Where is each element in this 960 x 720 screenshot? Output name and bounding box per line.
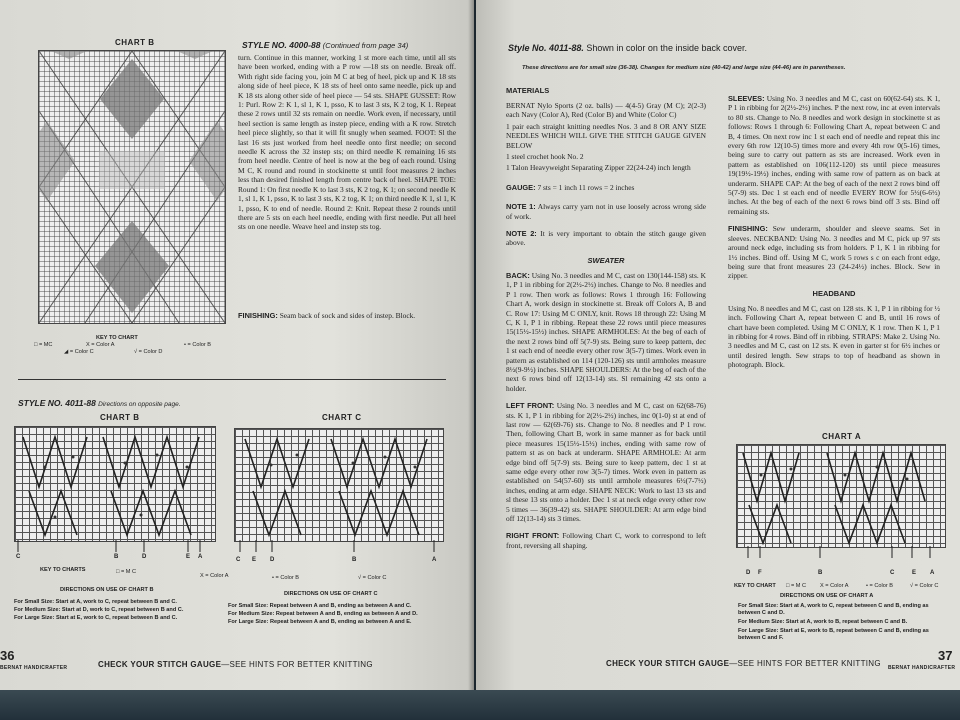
chart-b-arrows [14,540,214,554]
headband-title: HEADBAND [812,288,856,298]
right-page [476,0,960,720]
publisher-right: BERNAT HANDICRAFTER [888,665,956,671]
chart-b-title: CHART B [100,413,140,422]
directions-chart-a-title: DIRECTIONS ON USE OF CHART A [780,593,874,599]
key-to-chart [34,341,224,359]
directions-chart-c: For Small Size: Repeat between A and B, ending as between A and C. For Medium Size: Repeat between A and B, ending as between A and D. For Large Size: Repeat between A and B, ending as between A and E. [228,603,418,625]
materials-yarn: BERNAT Nylo Sports (2 oz. balls) — 4(4-5) Gray (M C); 2(2-3) each Navy (Color A), Red (Color B) and White (Color C) [506,101,706,120]
gauge: GAUGE: 7 sts = 1 inch 11 rows = 2 inches [506,182,635,192]
directions-chart-a: For Small Size: Start at A, work to C, repeat between C and B, ending as between C and D. For Medium Size: Start at A, work to B, repeat between C and B. For Large Size: Start at E, work to B, repeat between C and B, ending as between C and F. [738,603,929,641]
style-4000-body: turn. Continue in this manner, working 1 st more each time, until all sts have been worked, ending with a P row —18 sts on needle. Break off. With right side facing you, join M C at beg of heel, pick up and K 18 sts along side of heel piece, K 18 sts of heel onto same needle, pick up and K 18 sts along other side of heel piece — 54 sts. SHAPE GUSSET: Row 1: Purl. Row 2: K 1, sl 1, K 1, psso, K to last 3 sts, K 2 tog, K 1. Repeat these 2 rows until 32 sts remain on needle. Work even, if necessary, until heel section is same length as instep piece, ending with a K row. Stretch heel piece slightly, so that it will fit snugly when seamed. FOOT: Sl the last 16 sts just worked from heel needle onto first needle; on second needle K across the 32 instep sts; on third needle K remaining 16 sts from heel needle. Centre of heel is now at the beg of each round. Using M C, K round and round in stockinette st until foot measures 2 inches less than desired finished length from centre back of heel. SHAPE TOE: Round 1: On first needle K to last 3 sts, K 2 tog, K 1; on second needle K 1, sl 1, K 1, psso, K to last 3 sts, K 2 tog, K 1; on third needle K 1, sl 1, K 1, psso, K to end of needle. Round 2: Knit. Repeat these 2 rounds until there are 5 sts on each heel needle, ending with first needle. Put all heel sts on one needle. Weave heel and instep sts tog. [238,53,456,232]
chart-b-motif [15,427,215,541]
chart-c-motif [235,429,443,541]
key-item-color-c: ◢ = Color C [64,349,94,355]
key-item-color-b: • = Color B [184,342,212,348]
footer-left: CHECK YOUR STITCH GAUGE—SEE HINTS FOR BETTER KNITTING [98,660,373,669]
headband-instructions: Using No. 8 needles and M C, cast on 128 sts. K 1, P 1 in ribbing for ½ inch. Following Chart A, repeat between C and B, until 16 rows of chart have been completed. Using M C ONLY, K 1 row. Then K 1, P 1 in ribbing for 4 rows. Bind off in ribbing. STRAPS: Make 2. Using No. 3 needles and M C, cast on 12 sts. K even in garter st for 6½ inches or until desired length. Sew straps to top of headband as shown in photograph. Block. [728,303,940,370]
materials-needles: 1 pair each straight knitting needles Nos. 3 and 8 OR ANY SIZE NEEDLES WHICH WILL GIVE THE STITCH GAUGE GIVEN BELOW [506,121,706,150]
directions-chart-b-title: DIRECTIONS ON USE OF CHART B [60,587,154,593]
sweater-title: SWEATER [587,255,625,265]
chart-a-grid [736,444,946,548]
chart-c-letters: C E D B A [236,557,437,563]
right-right-column [728,94,940,370]
key-charts-color-a: X = Color A [200,573,229,579]
chart-a-title: CHART A [822,432,862,441]
style-4011-heading: STYLE NO. 4011-88 Directions on opposite page. [18,398,181,408]
left-front-instructions: LEFT FRONT: Using No. 3 needles and M C, cast on 62(68-76) sts. K 1, P 1 in ribbing for 2(2½-2½) inches, inc 0(1-0) st at end of last row — 62(69-76) sts. Change to No. 8 needles and P 1 row. Then, following Chart B, work in same manner as for back until piece measures 15(15½-15½) inches, ending with same row of pattern st as on back at underarm. SHAPE ARMHOLE: At arm edge bind off 5(7-9) sts. Being sure to keep pattern, dec 1 st at same edge every other row 3(5-7) times. Work even in pattern as established on 54(57-60) sts until armhole measures 6½(7-7½) inches, ending at arm edge. SHAPE NECK: Work to last 13 sts and sl these 13 sts onto a holder. Dec 1 st at neck edge every other row 5 times — 36(39-42) sts. SHAPE SHOULDER: At arm edge bind off 12(13-14) sts 3 times. [506,401,706,524]
chart-a-arrows [736,546,944,560]
chart-c-title: CHART C [322,413,362,422]
publisher-left: BERNAT HANDICRAFTER [0,665,68,671]
key-to-chart-a: KEY TO CHART □ = M C X = Color A • = Color B √ = Color C [734,583,939,589]
page-number-37: 37 [938,648,953,663]
chart-a-letters: D F B C E A [746,570,935,576]
directions-chart-b: For Small Size: Start at A, work to C, repeat between B and C. For Medium Size: Start at D, work to C, repeat between B and C. For Large Size: Start at E, work to C, repeat between B and C. [14,599,184,621]
note-1: NOTE 1: Always carry yarn not in use loosely across wrong side of work. [506,202,707,221]
argyle-pattern [39,51,225,323]
right-left-column [506,86,706,550]
finishing-instructions: FINISHING: Sew underarm, shoulder and sleeve seams. Set in sleeves. NECKBAND: Using No. 3 needles and M C, pick up 97 sts around neck edge, including sts from holders. P 1, K 1 in ribbing for 1½ inches. Bind off. Using M C, work 5 rows s c on each front edge, being sure that front measures 23 (24-24½) inches. Block. Sew in zipper. [728,224,940,281]
section-divider [18,379,446,380]
key-item-mc: □ = MC [34,342,53,348]
size-note: These directions are for small size (36-38). Changes for medium size (40-42) and large size (44-46) are in parentheses. [522,65,846,71]
finishing-4000: FINISHING: Seam back of sock and sides of instep. Block. [238,311,416,320]
argyle-chart [38,50,226,324]
key-charts-mc: □ = M C [116,569,137,575]
key-item-color-d: √ = Color D [134,349,163,355]
chart-b-letters: C B D E A [16,554,203,560]
right-front-instructions: RIGHT FRONT: Following Chart C, work to correspond to left front, reversing all shaping. [506,531,707,550]
key-to-chart-title: KEY TO CHART [96,335,138,341]
sleeves-instructions: SLEEVES: Using No. 3 needles and M C, cast on 60(62-64) sts. K 1, P 1 in ribbing for 2(2½-2½) inches. P the next row, inc at even intervals to 80 sts. Change to No. 8 needles and work design in stockinette st as follows: Rows 1 through 6: Following Chart A, repeat between C and B, 4 times. On next row inc 1 st each end of needle and repeat this inc every 6th row 12(10-5) times more and every 4th row 0(5-16) times, being sure to carry out pattern as sts are increased. Work even in pattern as established on 106(112-120) sts until piece measures 19(19½-19½) inches, ending with same row of pattern as on back at underarm. SHAPE CAP: At the beg of each of the next 2 rows bind off 5(7-9) sts. Dec 1 st each end of needle EVERY ROW for 5½(6-6½) inches. At the beg of each of the next 6 rows bind off 3 sts. Bind off remaining sts. [728,94,940,216]
table-surface [0,690,960,720]
materials-title: MATERIALS [506,86,550,95]
key-charts-color-b: • = Color B [272,575,300,581]
style-4000-heading: STYLE NO. 4000-88 (Continued from page 34) [242,40,409,50]
footer-right: CHECK YOUR STITCH GAUGE—SEE HINTS FOR BETTER KNITTING [606,659,881,668]
key-item-color-a: X = Color A [86,342,115,348]
chart-c-grid [234,428,444,542]
chart-a-motif [737,445,945,547]
left-page [0,0,474,720]
directions-chart-c-title: DIRECTIONS ON USE OF CHART C [284,591,378,597]
chart-c-arrows [234,540,442,554]
page-number-36: 36 [0,648,15,663]
back-instructions: BACK: Using No. 3 needles and M C, cast on 130(144-158) sts. K 1, P 1 in ribbing for 2(2½-2½) inches. Change to No. 8 needles and P 1 row. Then work as follows: Rows 1 through 16: Following Chart A, work design in stockinette st. Break off Colors A, B and C. Row 17: Using M C ONLY, knit. Rows 18 through 22: Using M C, K 1, P 1 in ribbing. Repeat these 22 rows until piece measures 15(15½-15½) inches. SHAPE ARMHOLES: At the beg of each of the next 2 rows bind off 5(7-9) sts. Being sure to keep pattern, dec 1 st each end of needle every other row 3(5-7) times. Work even in pattern as established on 114 (120-126) sts until armholes measure 8½(9-9½) inches. SHAPE SHOULDERS: At the beg of each of the next 6 rows bind off 12(13-14) sts. Sl remaining 42 sts onto a holder. [506,270,706,393]
key-charts-color-c: √ = Color C [358,575,387,581]
materials-hook: 1 steel crochet hook No. 2 [506,152,584,162]
chart-b-grid [14,426,216,542]
top-chart-b-title: CHART B [115,38,155,47]
materials-zipper: 1 Talon Heavyweight Separating Zipper 22(24-24) inch length [506,163,691,173]
key-to-charts-title: KEY TO CHARTS [40,567,86,573]
note-2: NOTE 2: It is very important to obtain the stitch gauge given above. [506,229,706,248]
style-4011-title: Style No. 4011-88. Shown in color on the inside back cover. [508,43,747,53]
